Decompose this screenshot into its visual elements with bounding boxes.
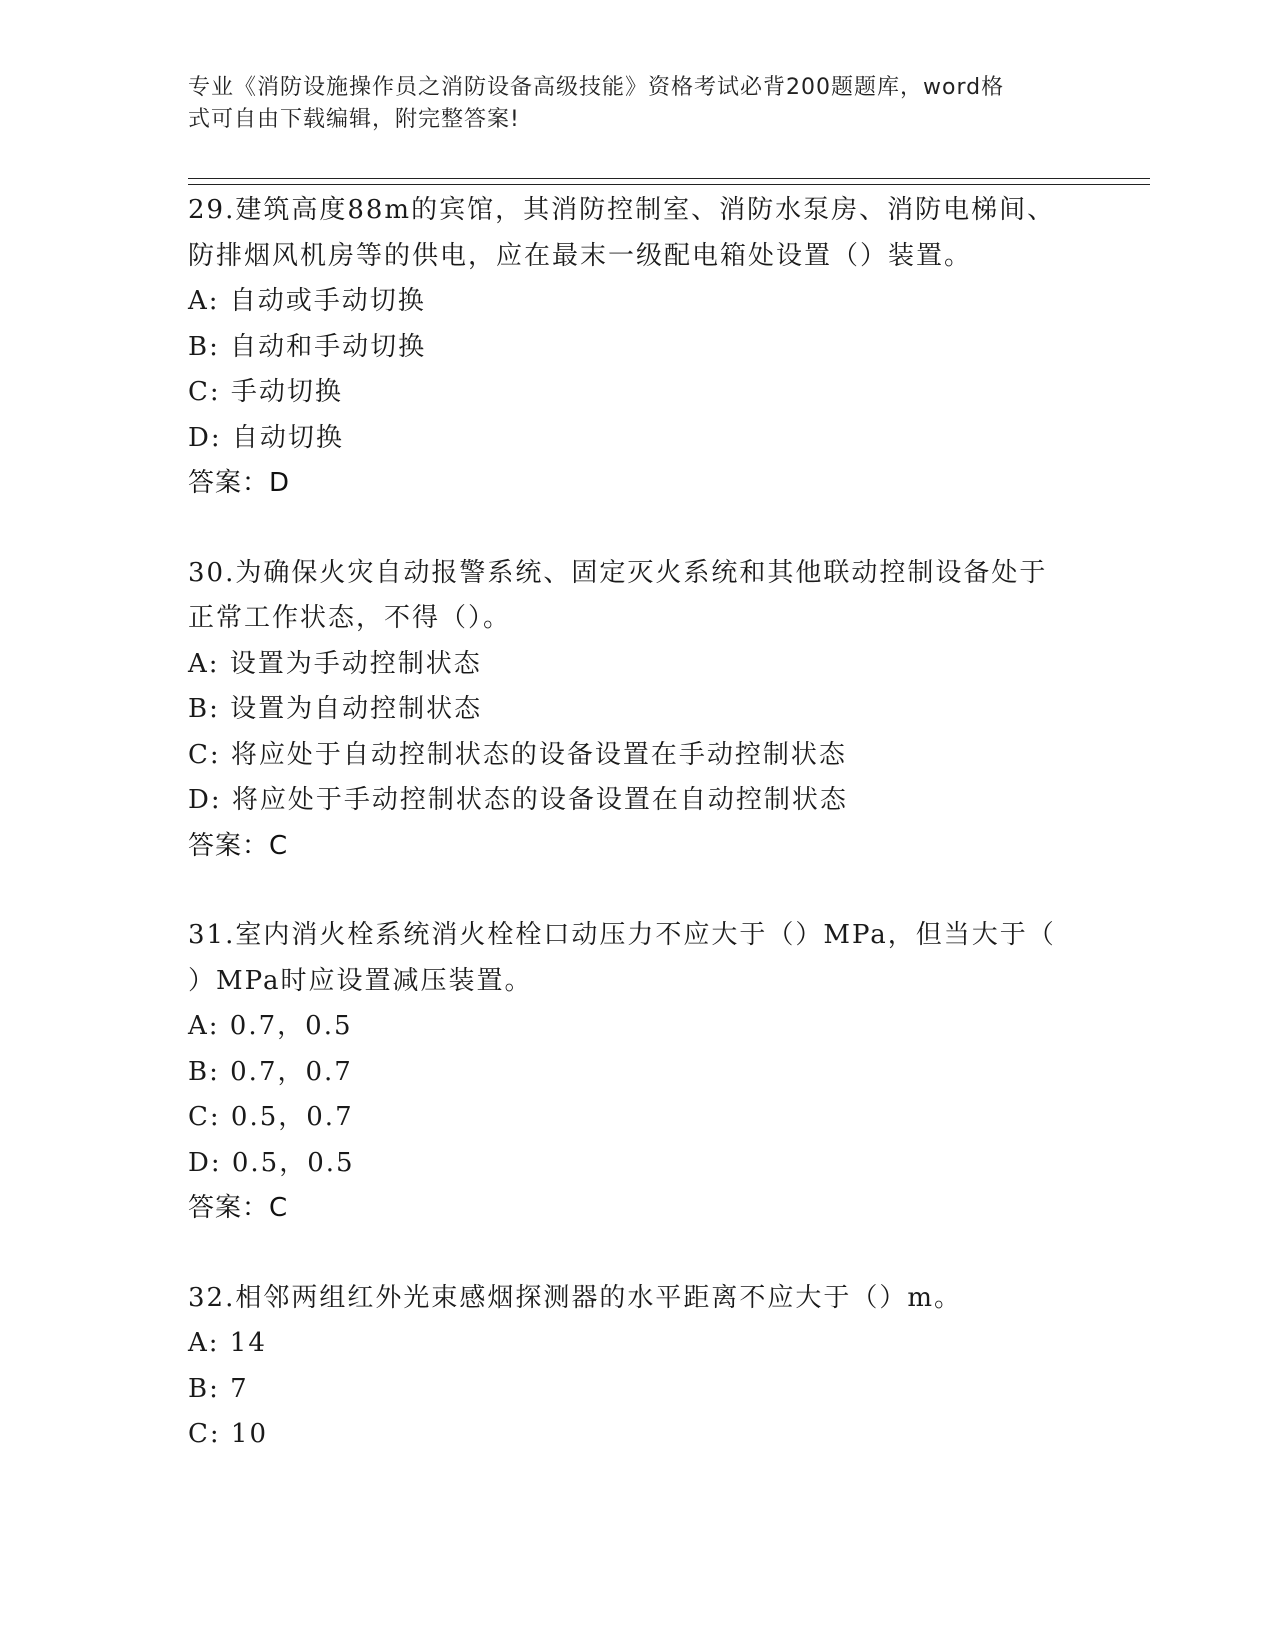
question-text [188,1276,1088,1322]
option-c: C: 0.5，0.7 [188,1102,354,1132]
option-b: B: 7 [188,1373,249,1404]
question-text-line: 31.室内消火栓系统消火栓栓口动压力不应大于（）MPa，但当大于（ [188,920,1056,950]
question-29 [188,188,1088,507]
question-text-line: 32.相邻两组红外光束感烟探测器的水平距离不应大于（）m。 [188,1282,963,1313]
question-32 [188,1276,1088,1458]
question-text [188,188,1088,279]
header-line-2: 式可自由下载编辑，附完整答案! [188,107,520,132]
option-c: C: 手动切换 [188,377,343,407]
option-d: D: 0.5，0.5 [188,1147,355,1178]
question-text [188,551,1088,642]
option-c: C: 10 [188,1419,269,1449]
option-a: A: 14 [188,1328,267,1358]
option-b: B: 0.7，0.7 [188,1056,353,1087]
question-text-line: ）MPa时应设置减压装置。 [188,965,533,996]
option-a: A: 0.7，0.5 [188,1011,353,1041]
answer: 答案：D [188,468,291,498]
option-a: A: 自动或手动切换 [188,286,426,316]
question-list [188,188,1088,1502]
option-b: B: 自动和手动切换 [188,331,427,362]
question-31 [188,913,1088,1232]
header-divider-top [188,178,1150,179]
question-text-line: 正常工作状态，不得（）。 [188,603,512,633]
answer: 答案：C [188,1193,289,1223]
answer: 答案：C [188,830,289,861]
option-c: C: 将应处于自动控制状态的设备设置在手动控制状态 [188,739,847,770]
option-b: B: 设置为自动控制状态 [188,694,483,724]
question-text [188,913,1088,1004]
question-text-line: 防排烟风机房等的供电，应在最末一级配电箱处设置（）装置。 [188,240,973,271]
question-text-line: 29.建筑高度88m的宾馆，其消防控制室、消防水泵房、消防电梯间、 [188,195,1056,225]
option-a: A: 设置为手动控制状态 [188,648,482,679]
question-30 [188,551,1088,870]
option-d: D: 将应处于手动控制状态的设备设置在自动控制状态 [188,785,848,815]
option-d: D: 自动切换 [188,422,344,453]
question-text-line: 30.为确保火灾自动报警系统、固定灭火系统和其他联动控制设备处于 [188,557,1048,588]
header-line-1: 专业《消防设施操作员之消防设备高级技能》资格考试必背200题题库，word格 [188,75,1005,100]
document-header [188,72,1068,136]
header-divider-bottom [188,184,1150,185]
